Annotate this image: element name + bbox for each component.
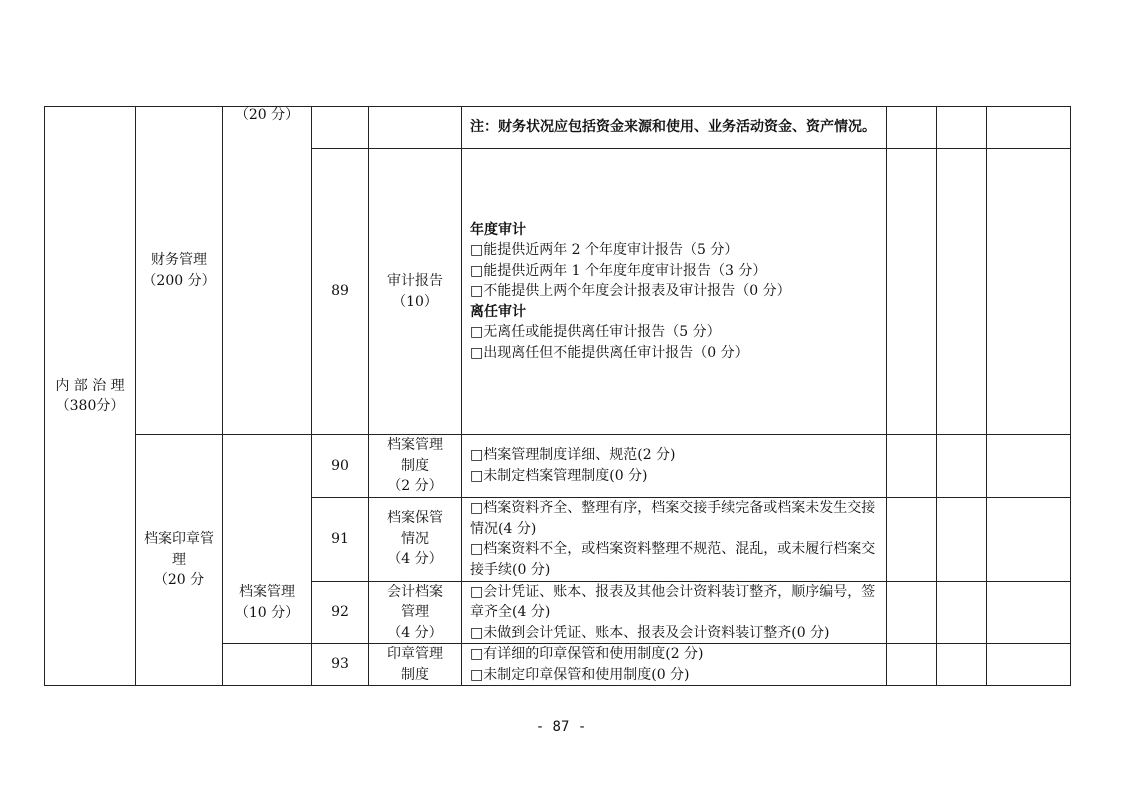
- blank-cell: [937, 435, 987, 498]
- item-score: （10）: [392, 293, 438, 310]
- archive-level2-name: 档案印章管理: [144, 531, 214, 568]
- level1-score: （380分）: [55, 398, 125, 414]
- criterion: □未制定档案管理制度(0 分): [470, 467, 648, 484]
- level1-cell: [45, 107, 136, 686]
- blank-cell: [887, 497, 937, 581]
- item-criteria: [462, 497, 887, 581]
- item-name: 印章管理制度: [387, 646, 443, 683]
- item-name-cell: [369, 581, 462, 644]
- blank-cell: [887, 581, 937, 644]
- blank-cell: [987, 581, 1071, 644]
- blank-cell: [987, 107, 1071, 149]
- criterion: □未做到会计凭证、账本、报表及会计资料装订整齐(0 分): [470, 624, 830, 641]
- blank-cell: [937, 644, 987, 686]
- item-number: 89: [312, 149, 369, 435]
- finance-level2-score: （200 分）: [142, 272, 216, 289]
- criterion: □出现离任但不能提供离任审计报告（0 分）: [470, 344, 749, 361]
- item-criteria: [462, 644, 887, 686]
- criterion: □能提供近两年 2 个年度审计报告（5 分）: [470, 242, 739, 259]
- item-number: 90: [312, 435, 369, 498]
- note-no-cell: [312, 107, 369, 149]
- section-heading-annual: 年度审计: [470, 221, 526, 238]
- archive-level3-name: 档案管理: [239, 584, 295, 600]
- item-number: 93: [312, 644, 369, 686]
- criterion: □会计凭证、账本、报表及其他会计资料装订整齐，顺序编号，签章齐全(4 分): [470, 583, 876, 620]
- blank-cell: [223, 644, 312, 686]
- archive-level2-cell: [136, 435, 223, 686]
- criterion: □档案资料不全，或档案资料整理不规范、混乱，或未履行档案交接手续(0 分): [470, 541, 876, 578]
- item-name: 档案保管情况: [387, 510, 443, 547]
- item-criteria: [462, 435, 887, 498]
- criterion: □无离任或能提供离任审计报告（5 分）: [470, 324, 721, 341]
- blank-cell: [937, 497, 987, 581]
- blank-cell: [987, 644, 1071, 686]
- item-score: （4 分）: [387, 624, 443, 641]
- criterion: □档案管理制度详细、规范(2 分): [470, 447, 676, 464]
- criterion: □未制定印章保管和使用制度(0 分): [470, 666, 690, 683]
- blank-cell: [887, 107, 937, 149]
- evaluation-table: [44, 106, 1071, 686]
- item-name: 档案管理制度: [387, 437, 443, 474]
- item-score: （2 分）: [387, 478, 443, 494]
- archive-level2-score: （20 分: [153, 572, 205, 589]
- page-number: - 87 -: [535, 719, 587, 735]
- blank-cell: [937, 149, 987, 435]
- archive-level3-score: （10 分）: [234, 604, 300, 621]
- level1-name: 内 部 治 理: [55, 377, 125, 394]
- item-row-90: [45, 435, 1071, 498]
- blank-cell: [937, 107, 987, 149]
- finance-level3-cell: [223, 107, 312, 435]
- item-name-cell: [369, 644, 462, 686]
- item-criteria: [462, 581, 887, 644]
- finance-note: 注：财务状况应包括资金来源和使用、业务活动资金、资产情况。: [462, 107, 887, 149]
- note-name-cell: [369, 107, 462, 149]
- blank-cell: [987, 435, 1071, 498]
- item-number: 91: [312, 497, 369, 581]
- blank-cell: [887, 644, 937, 686]
- item-score: （4 分）: [387, 551, 443, 568]
- item-name-cell: [369, 497, 462, 581]
- section-heading-leave: 离任审计: [470, 303, 526, 320]
- blank-cell: [937, 581, 987, 644]
- finance-level3-score: （20 分）: [234, 107, 300, 123]
- blank-cell: [987, 149, 1071, 435]
- finance-level2-cell: [136, 107, 223, 435]
- criterion: □不能提供上两个年度会计报表及审计报告（0 分）: [470, 283, 791, 300]
- criterion: □能提供近两年 1 个年度年度审计报告（3 分）: [470, 262, 767, 279]
- item-criteria: [462, 149, 887, 435]
- criterion: □档案资料齐全、整理有序，档案交接手续完备或档案未发生交接情况(4 分): [470, 500, 876, 537]
- item-name-cell: [369, 435, 462, 498]
- item-name: 审计报告: [387, 273, 443, 289]
- blank-cell: [987, 497, 1071, 581]
- blank-cell: [887, 149, 937, 435]
- blank-cell: [887, 435, 937, 498]
- item-name-cell: [369, 149, 462, 435]
- criterion: □有详细的印章保管和使用制度(2 分): [470, 646, 704, 662]
- item-name: 会计档案管理: [387, 583, 443, 620]
- archive-level3-cell: [223, 435, 312, 644]
- finance-level2-name: 财务管理: [151, 252, 207, 268]
- item-number: 92: [312, 581, 369, 644]
- note-row: [45, 107, 1071, 149]
